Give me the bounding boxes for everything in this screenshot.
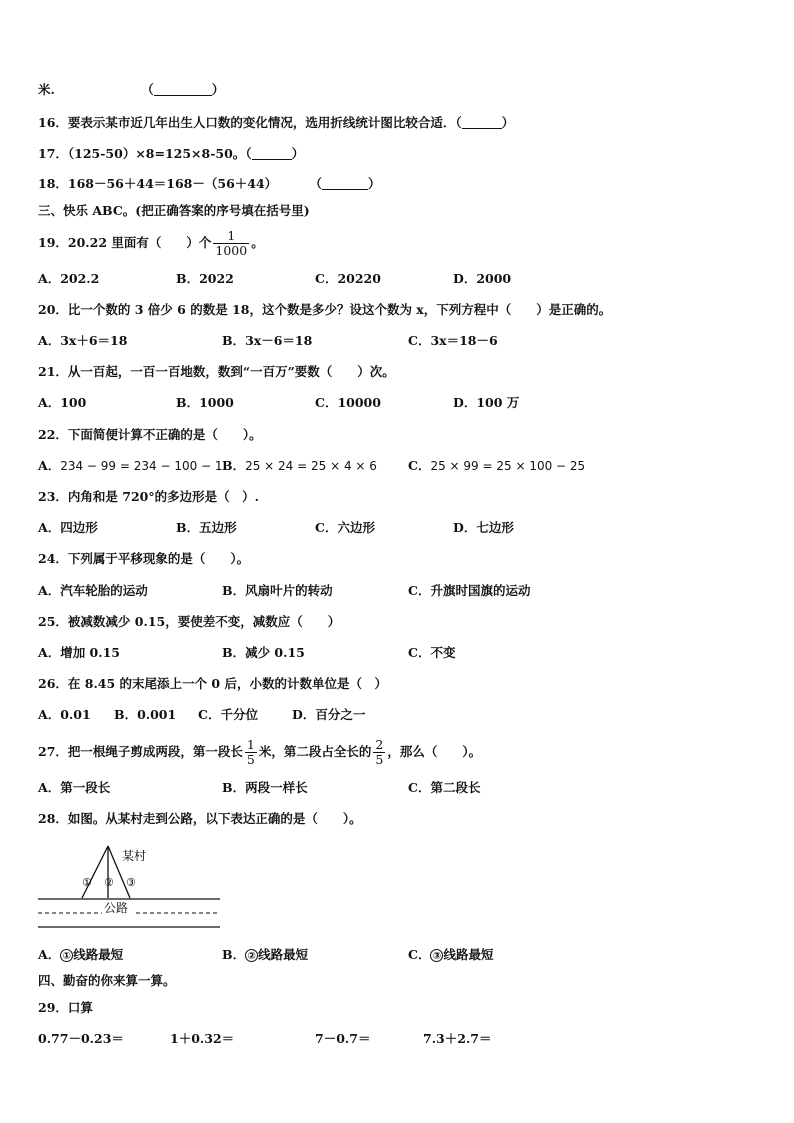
q15-tail: 米. （ ） bbox=[38, 82, 225, 97]
answer-blank-16[interactable] bbox=[462, 116, 502, 129]
q19-option-d[interactable]: D．2000 bbox=[453, 271, 512, 286]
q19-option-a[interactable]: A．202.2 bbox=[38, 271, 100, 286]
question-22: 22．下面简便计算不正确的是（ ）。 bbox=[38, 427, 262, 442]
q27-option-c[interactable]: C．第二段长 bbox=[408, 780, 481, 795]
q24-option-c[interactable]: C．升旗时国旗的运动 bbox=[408, 583, 531, 598]
path-label-1: ① bbox=[82, 876, 92, 889]
path-label-2: ② bbox=[104, 876, 114, 889]
q28-option-c[interactable]: C． ③ 线路最短 bbox=[408, 947, 494, 962]
answer-blank-18[interactable] bbox=[322, 177, 368, 190]
q21-option-a[interactable]: A．100 bbox=[38, 395, 87, 410]
question-16: 16．要表示某市近几年出生人口数的变化情况，选用折线统计图比较合适．（ ） bbox=[38, 115, 515, 130]
q24-option-b[interactable]: B．风扇叶片的转动 bbox=[222, 583, 333, 598]
q21-option-b[interactable]: B．1000 bbox=[176, 395, 234, 410]
question-21: 21．从一百起，一百一百地数，数到“一百万”要数（ ）次。 bbox=[38, 364, 395, 379]
village-label: 某村 bbox=[122, 849, 147, 863]
circled-1-icon: ① bbox=[60, 949, 73, 962]
q28-option-a[interactable]: A． ① 线路最短 bbox=[38, 947, 124, 962]
question-17: 17．（125-50）×8=125×8-50。（ ） bbox=[38, 146, 305, 161]
q22-option-b[interactable]: B．25 × 24 = 25 × 4 × 6 bbox=[222, 458, 377, 473]
village-road-figure bbox=[38, 842, 228, 934]
question-18: 18．168－56＋44＝168－（56＋44） （ ） bbox=[38, 176, 381, 191]
q25-option-b[interactable]: B．减少 0.15 bbox=[222, 645, 305, 660]
path-line-1 bbox=[82, 846, 108, 898]
q20-option-c[interactable]: C．3x＝18－6 bbox=[408, 333, 498, 348]
question-20: 20．比一个数的 3 倍少 6 的数是 18，这个数是多少？设这个数为 x，下列方程中（ ）是正确的。 bbox=[38, 302, 612, 317]
question-26: 26．在 8.45 的末尾添上一个 0 后，小数的计数单位是（ ） bbox=[38, 676, 387, 691]
q26-option-d[interactable]: D．百分之一 bbox=[292, 707, 366, 722]
question-29: 29．口算 bbox=[38, 1000, 93, 1015]
mental-math-1[interactable]: 0.77－0.23＝ bbox=[38, 1031, 124, 1046]
q22-option-c[interactable]: C．25 × 99 = 25 × 100 − 25 bbox=[408, 458, 586, 473]
circled-3-icon: ③ bbox=[430, 949, 443, 962]
q27-option-b[interactable]: B．两段一样长 bbox=[222, 780, 308, 795]
question-23: 23．内角和是 720°的多边形是（ ）. bbox=[38, 489, 259, 504]
q23-option-c[interactable]: C．六边形 bbox=[315, 520, 375, 535]
q21-option-d[interactable]: D．100 万 bbox=[453, 395, 520, 410]
section-4-heading: 四、勤奋的你来算一算。 bbox=[38, 973, 176, 988]
q26-option-b[interactable]: B．0.001 bbox=[114, 707, 177, 722]
q28-option-b[interactable]: B． ② 线路最短 bbox=[222, 947, 309, 962]
q24-option-a[interactable]: A．汽车轮胎的运动 bbox=[38, 583, 148, 598]
mental-math-2[interactable]: 1＋0.32＝ bbox=[170, 1031, 235, 1046]
q27-option-a[interactable]: A．第一段长 bbox=[38, 780, 111, 795]
question-19: 19．20.22 里面有（ ）个 $\frac{1}{1000}$ 。 bbox=[38, 228, 264, 258]
answer-blank-17[interactable] bbox=[252, 147, 292, 160]
q26-option-c[interactable]: C．千分位 bbox=[198, 707, 258, 722]
fraction-1-5: $\frac{1}{5}$ bbox=[246, 737, 255, 767]
mental-math-4[interactable]: 7.3＋2.7＝ bbox=[423, 1031, 492, 1046]
fraction-1-1000: $\frac{1}{1000}$ bbox=[215, 228, 248, 258]
question-27: 27．把一根绳子剪成两段，第一段长 $\frac{1}{5}$ 米，第二段占全长的 $\frac{2}{5}$ ，那么（ ）。 bbox=[38, 737, 482, 767]
question-25: 25．被减数减少 0.15，要使差不变，减数应（ ） bbox=[38, 614, 341, 629]
q23-option-b[interactable]: B．五边形 bbox=[176, 520, 237, 535]
circled-2-icon: ② bbox=[245, 949, 258, 962]
road-label: 公路 bbox=[104, 901, 129, 915]
question-28: 28．如图。从某村走到公路，以下表达正确的是（ ）。 bbox=[38, 811, 362, 826]
q25-option-a[interactable]: A．增加 0.15 bbox=[38, 645, 120, 660]
fraction-2-5: $\frac{2}{5}$ bbox=[375, 737, 384, 767]
q23-option-d[interactable]: D．七边形 bbox=[453, 520, 514, 535]
q21-option-c[interactable]: C．10000 bbox=[315, 395, 381, 410]
q23-option-a[interactable]: A．四边形 bbox=[38, 520, 98, 535]
q25-option-c[interactable]: C．不变 bbox=[408, 645, 456, 660]
path-label-3: ③ bbox=[126, 876, 136, 889]
q19-option-b[interactable]: B．2022 bbox=[176, 271, 234, 286]
section-3-heading: 三、快乐 ABC。(把正确答案的序号填在括号里) bbox=[38, 203, 310, 218]
mental-math-3[interactable]: 7－0.7＝ bbox=[315, 1031, 371, 1046]
q20-option-a[interactable]: A．3x＋6＝18 bbox=[38, 333, 128, 348]
q20-option-b[interactable]: B．3x－6＝18 bbox=[222, 333, 313, 348]
question-24: 24．下列属于平移现象的是（ ）。 bbox=[38, 551, 250, 566]
q22-option-a[interactable]: A．234 − 99 = 234 − 100 − 1 bbox=[38, 458, 223, 473]
q19-option-c[interactable]: C．20220 bbox=[315, 271, 381, 286]
answer-blank-15[interactable] bbox=[154, 83, 212, 96]
q26-option-a[interactable]: A．0.01 bbox=[38, 707, 91, 722]
